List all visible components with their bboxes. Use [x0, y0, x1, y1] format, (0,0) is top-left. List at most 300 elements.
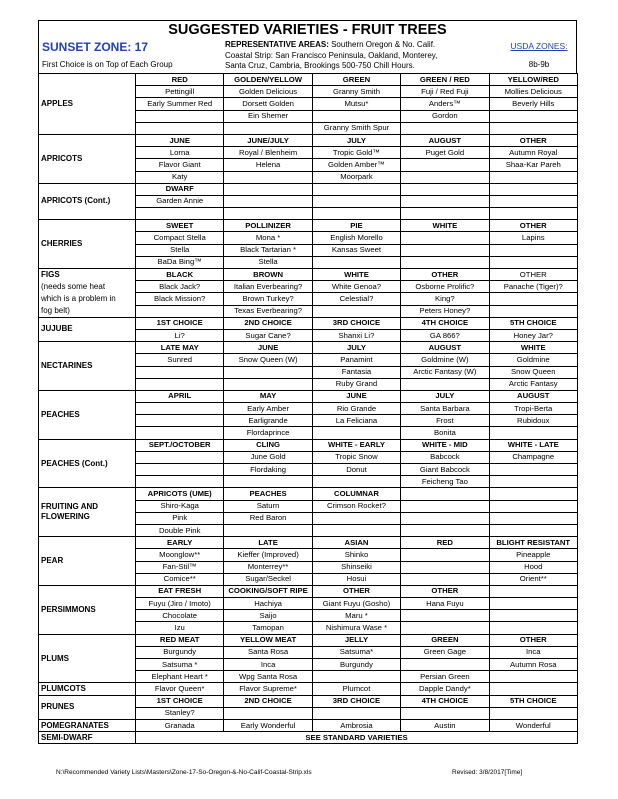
column-header: RED: [401, 537, 489, 549]
variety-cell: Dorsett Golden: [224, 98, 312, 110]
column-header: OTHER: [401, 585, 489, 597]
column-header: WHITE - LATE: [489, 439, 577, 451]
variety-cell: [401, 171, 489, 183]
variety-cell: Kieffer (Improved): [224, 549, 312, 561]
sheet-header: [38, 20, 577, 73]
areas-line1: Southern Oregon & No. Calif.: [328, 40, 436, 49]
group-label: PEAR: [39, 537, 136, 586]
variety-cell: Mona *: [224, 232, 312, 244]
variety-cell: [312, 476, 400, 488]
variety-cell: Inca: [224, 659, 312, 671]
variety-cell: Italian Everbearing?: [224, 281, 312, 293]
variety-cell: Snow Queen: [489, 366, 577, 378]
column-header: 3RD CHOICE: [312, 695, 400, 707]
variety-cell: [489, 110, 577, 122]
sheet-title: SUGGESTED VARIETIES - FRUIT TREES: [168, 22, 447, 38]
revised-date: Revised: 3/8/2017[Time]: [452, 769, 523, 776]
variety-cell: [401, 500, 489, 512]
variety-cell: Arctic Fantasy (W): [401, 366, 489, 378]
column-header: [401, 488, 489, 500]
column-header: WHITE - MID: [401, 439, 489, 451]
column-header: COOKING/SOFT RIPE: [224, 585, 312, 597]
variety-cell: Wpg Santa Rosa: [224, 671, 312, 683]
variety-cell: Katy: [136, 171, 224, 183]
group-label: APRICOTS (Cont.): [39, 183, 136, 220]
table-row: [39, 342, 578, 354]
variety-cell: [401, 122, 489, 134]
representative-areas: [225, 40, 505, 72]
table-row: [39, 293, 578, 305]
variety-cell: Sugar/Seckel: [224, 573, 312, 585]
column-header: GREEN: [401, 634, 489, 646]
variety-cell: Li?: [136, 329, 224, 341]
variety-cell: Autumn Rosa: [489, 659, 577, 671]
variety-cell: Shinseiki: [312, 561, 400, 573]
variety-cell: Giant Babcock: [401, 464, 489, 476]
variety-cell: Stanley?: [136, 707, 224, 719]
group-note: which is a problem in: [39, 293, 136, 305]
variety-cell: [489, 122, 577, 134]
variety-cell: [224, 122, 312, 134]
table-row: [39, 281, 578, 293]
variety-cell: Pettingill: [136, 86, 224, 98]
group-label: FIGS: [39, 269, 136, 281]
variety-cell: Pink: [136, 512, 224, 524]
variety-cell: June Gold: [224, 451, 312, 463]
column-header: JULY: [401, 390, 489, 402]
variety-cell: Tropi-Berta: [489, 403, 577, 415]
variety-cell: [489, 427, 577, 439]
table-row: [39, 537, 578, 549]
variety-cell: [489, 476, 577, 488]
variety-cell: Shinko: [312, 549, 400, 561]
column-header: SWEET: [136, 220, 224, 232]
variety-cell: Babcock: [401, 451, 489, 463]
areas-line3: Santa Cruz, Cambria, Brookings 500-750 Chill Hours.: [225, 61, 415, 70]
table-row: [39, 683, 578, 695]
variety-cell: Izu: [136, 622, 224, 634]
column-header: OTHER: [489, 634, 577, 646]
variety-cell: Celestial?: [312, 293, 400, 305]
variety-cell: Kansas Sweet: [312, 244, 400, 256]
table-row: [39, 634, 578, 646]
table-row: [39, 732, 578, 744]
variety-cell: Autumn Royal: [489, 147, 577, 159]
variety-cell: Osborne Prolific?: [401, 281, 489, 293]
variety-cell: Nishimura Wase *: [312, 622, 400, 634]
column-header: MAY: [224, 390, 312, 402]
variety-cell: Royal / Blenheim: [224, 147, 312, 159]
variety-cell: [312, 524, 400, 536]
variety-cell: Tamopan: [224, 622, 312, 634]
column-header: OTHER: [312, 585, 400, 597]
column-header: [489, 585, 577, 597]
group-label: CHERRIES: [39, 220, 136, 269]
variety-cell: [489, 293, 577, 305]
variety-cell: Elephant Heart *: [136, 671, 224, 683]
column-header: BLACK: [136, 269, 224, 281]
variety-cell: Fuyu (Jiro / Imoto): [136, 598, 224, 610]
table-row: [39, 439, 578, 451]
variety-cell: Golden Delicious: [224, 86, 312, 98]
variety-cell: [401, 659, 489, 671]
variety-cell: White Genoa?: [312, 281, 400, 293]
group-label-line2: FLOWERING: [41, 512, 90, 522]
table-row: [39, 390, 578, 402]
variety-cell: Donut: [312, 464, 400, 476]
variety-cell: Hana Fuyu: [401, 598, 489, 610]
variety-cell: Shiro-Kaga: [136, 500, 224, 512]
variety-cell: Rubidoux: [489, 415, 577, 427]
variety-cell: Texas Everbearing?: [224, 305, 312, 317]
table-row: [39, 695, 578, 707]
variety-cell: [489, 305, 577, 317]
column-header: WHITE: [401, 220, 489, 232]
areas-line2: Coastal Strip: San Francisco Peninsula, Oakland, Monterey,: [225, 50, 438, 60]
group-label: POMEGRANATES: [39, 719, 136, 731]
variety-cell: [401, 256, 489, 268]
variety-cell: Feicheng Tao: [401, 476, 489, 488]
variety-cell: Hachiya: [224, 598, 312, 610]
variety-cell: [136, 403, 224, 415]
variety-sheet: [38, 20, 577, 744]
variety-cell: Fan-Stil™: [136, 561, 224, 573]
variety-cell: Green Gage: [401, 646, 489, 658]
variety-cell: Black Jack?: [136, 281, 224, 293]
variety-cell: Tropic Snow: [312, 451, 400, 463]
group-label: PEACHES (Cont.): [39, 439, 136, 488]
variety-cell: [312, 110, 400, 122]
usda-zones-value: 8b-9b: [528, 60, 550, 69]
variety-cell: Black Mission?: [136, 293, 224, 305]
variety-cell: [489, 610, 577, 622]
first-choice-note: First Choice is on Top of Each Group: [42, 60, 173, 69]
file-path: N:\Recommended Variety Lists\Masters\Zone-17-So-Oregon-&-No-Calif-Coastal-Strip.xls: [56, 769, 312, 776]
variety-cell: Compact Stella: [136, 232, 224, 244]
column-header: 2ND CHOICE: [224, 695, 312, 707]
variety-cell: [401, 622, 489, 634]
column-header: JULY: [312, 134, 400, 146]
variety-cell: Earligrande: [224, 415, 312, 427]
group-label: SEMI-DWARF: [39, 732, 136, 744]
variety-cell: [136, 305, 224, 317]
variety-cell: [136, 427, 224, 439]
group-label: APRICOTS: [39, 134, 136, 183]
table-row: [39, 220, 578, 232]
variety-cell: [401, 512, 489, 524]
variety-cell: Lorna: [136, 147, 224, 159]
variety-cell: Bonita: [401, 427, 489, 439]
variety-cell: Granada: [136, 719, 224, 731]
variety-cell: Granny Smith: [312, 86, 400, 98]
column-header: CLING: [224, 439, 312, 451]
variety-cell: Austin: [401, 719, 489, 731]
column-header: JUNE: [224, 342, 312, 354]
variety-cell: Saturn: [224, 500, 312, 512]
column-header: JUNE: [136, 134, 224, 146]
variety-cell: [489, 622, 577, 634]
variety-cell: [401, 707, 489, 719]
variety-cell: Flavor Giant: [136, 159, 224, 171]
variety-cell: Honey Jar?: [489, 329, 577, 341]
variety-cell: [489, 208, 577, 220]
table-row: [39, 317, 578, 329]
variety-cell: Puget Gold: [401, 147, 489, 159]
column-header: WHITE: [489, 342, 577, 354]
group-label: PEACHES: [39, 390, 136, 439]
variety-cell: Saijo: [224, 610, 312, 622]
variety-cell: [401, 549, 489, 561]
column-header: BROWN: [224, 269, 312, 281]
variety-cell: Granny Smith Spur: [312, 122, 400, 134]
column-header: GREEN: [312, 74, 400, 86]
variety-cell: [489, 256, 577, 268]
column-header: LATE MAY: [136, 342, 224, 354]
variety-cell: Dapple Dandy*: [401, 683, 489, 695]
variety-cell: Frost: [401, 415, 489, 427]
column-header: RED: [136, 74, 224, 86]
variety-cell: [489, 244, 577, 256]
column-header: 2ND CHOICE: [224, 317, 312, 329]
column-header: APRICOTS (UME): [136, 488, 224, 500]
column-header: [489, 183, 577, 195]
column-header: YELLOW/RED: [489, 74, 577, 86]
variety-cell: [136, 476, 224, 488]
table-row: [39, 719, 578, 731]
variety-cell: Ein Shemer: [224, 110, 312, 122]
varieties-table: [38, 73, 578, 744]
variety-cell: [136, 122, 224, 134]
column-header: JULY: [312, 342, 400, 354]
variety-cell: Hosui: [312, 573, 400, 585]
usda-zones-label: USDA ZONES:: [510, 41, 568, 51]
variety-cell: Rio Grande: [312, 403, 400, 415]
variety-cell: Flordaprince: [224, 427, 312, 439]
variety-cell: [136, 378, 224, 390]
variety-cell: Shaa-Kar Pareh: [489, 159, 577, 171]
variety-cell: [224, 195, 312, 207]
variety-cell: Ruby Grand: [312, 378, 400, 390]
variety-cell: Double Pink: [136, 524, 224, 536]
variety-cell: [401, 195, 489, 207]
variety-cell: King?: [401, 293, 489, 305]
column-header: AUGUST: [489, 390, 577, 402]
variety-cell: Fuji / Red Fuji: [401, 86, 489, 98]
column-header: RED MEAT: [136, 634, 224, 646]
column-header: COLUMNAR: [312, 488, 400, 500]
variety-cell: [136, 451, 224, 463]
variety-cell: [224, 171, 312, 183]
column-header: 3RD CHOICE: [312, 317, 400, 329]
variety-cell: Goldmine: [489, 354, 577, 366]
column-header: ASIAN: [312, 537, 400, 549]
column-header: JUNE/JULY: [224, 134, 312, 146]
variety-cell: Stella: [136, 244, 224, 256]
variety-cell: Snow Queen (W): [224, 354, 312, 366]
group-label: PERSIMMONS: [39, 585, 136, 634]
variety-cell: [401, 244, 489, 256]
group-label: NECTARINES: [39, 342, 136, 391]
column-header: AUGUST: [401, 134, 489, 146]
variety-cell: Goldmine (W): [401, 354, 489, 366]
column-header: EAT FRESH: [136, 585, 224, 597]
variety-cell: [489, 500, 577, 512]
variety-cell: [401, 610, 489, 622]
column-header: 4TH CHOICE: [401, 317, 489, 329]
column-header: POLLINIZER: [224, 220, 312, 232]
variety-cell: [312, 427, 400, 439]
variety-cell: [312, 707, 400, 719]
variety-cell: [224, 208, 312, 220]
variety-cell: Flavor Supreme*: [224, 683, 312, 695]
column-header: [489, 488, 577, 500]
variety-cell: [489, 524, 577, 536]
variety-cell: Early Amber: [224, 403, 312, 415]
variety-cell: Black Tartarian *: [224, 244, 312, 256]
group-label: APPLES: [39, 74, 136, 135]
variety-cell: [224, 524, 312, 536]
variety-cell: GA 866?: [401, 329, 489, 341]
variety-cell: Ambrosia: [312, 719, 400, 731]
variety-cell: Orient**: [489, 573, 577, 585]
variety-cell: Satsuma *: [136, 659, 224, 671]
group-label: PLUMCOTS: [39, 683, 136, 695]
variety-cell: Early Wonderful: [224, 719, 312, 731]
column-header: WHITE: [312, 269, 400, 281]
group-label: PRUNES: [39, 695, 136, 719]
variety-cell: Early Summer Red: [136, 98, 224, 110]
column-header: [401, 183, 489, 195]
table-row: [39, 305, 578, 317]
variety-cell: [489, 512, 577, 524]
column-header: JUNE: [312, 390, 400, 402]
variety-cell: BaDa Bing™: [136, 256, 224, 268]
variety-cell: [489, 671, 577, 683]
variety-cell: Anders™: [401, 98, 489, 110]
variety-cell: Hood: [489, 561, 577, 573]
variety-cell: [136, 415, 224, 427]
variety-cell: [489, 707, 577, 719]
variety-cell: Brown Turkey?: [224, 293, 312, 305]
variety-cell: Burgundy: [136, 646, 224, 658]
column-header: BLIGHT RESISTANT: [489, 537, 577, 549]
column-header: APRIL: [136, 390, 224, 402]
group-label: [39, 488, 136, 537]
variety-cell: Mutsu*: [312, 98, 400, 110]
variety-cell: English Morello: [312, 232, 400, 244]
group-label-line1: FRUITING AND: [41, 502, 99, 512]
column-header: JELLY: [312, 634, 400, 646]
variety-cell: Arctic Fantasy: [489, 378, 577, 390]
variety-cell: Golden Amber™: [312, 159, 400, 171]
variety-cell: Red Baron: [224, 512, 312, 524]
variety-cell: [489, 683, 577, 695]
variety-cell: [136, 366, 224, 378]
column-header: [312, 183, 400, 195]
variety-cell: Mollies Delicious: [489, 86, 577, 98]
variety-cell: [401, 524, 489, 536]
table-row: [39, 269, 578, 281]
variety-cell: Santa Barbara: [401, 403, 489, 415]
variety-cell: Sunred: [136, 354, 224, 366]
variety-cell: Gordon: [401, 110, 489, 122]
column-header: OTHER: [489, 269, 577, 281]
variety-cell: Burgundy: [312, 659, 400, 671]
table-row: [39, 134, 578, 146]
variety-cell: Monterrey**: [224, 561, 312, 573]
variety-cell: Tropic Gold™: [312, 147, 400, 159]
column-header: WHITE - EARLY: [312, 439, 400, 451]
variety-cell: Moonglow**: [136, 549, 224, 561]
column-header: [224, 183, 312, 195]
variety-cell: [312, 671, 400, 683]
variety-cell: Santa Rosa: [224, 646, 312, 658]
variety-cell: [401, 378, 489, 390]
variety-cell: [401, 208, 489, 220]
variety-cell: [489, 598, 577, 610]
column-header: DWARF: [136, 183, 224, 195]
variety-cell: Panache (Tiger)?: [489, 281, 577, 293]
column-header: EARLY: [136, 537, 224, 549]
variety-cell: [224, 476, 312, 488]
group-label: JUJUBE: [39, 317, 136, 341]
column-header: OTHER: [489, 134, 577, 146]
variety-cell: [136, 110, 224, 122]
variety-cell: Helena: [224, 159, 312, 171]
variety-cell: Flordaking: [224, 464, 312, 476]
variety-cell: Wonderful: [489, 719, 577, 731]
variety-cell: [224, 366, 312, 378]
variety-cell: [489, 171, 577, 183]
column-header: 4TH CHOICE: [401, 695, 489, 707]
variety-cell: Lapins: [489, 232, 577, 244]
variety-cell: [224, 378, 312, 390]
column-header: OTHER: [401, 269, 489, 281]
variety-cell: Plumcot: [312, 683, 400, 695]
column-header: 1ST CHOICE: [136, 695, 224, 707]
span-note: SEE STANDARD VARIETIES: [136, 732, 578, 744]
variety-cell: Satsuma*: [312, 646, 400, 658]
variety-cell: Persian Green: [401, 671, 489, 683]
variety-cell: Champagne: [489, 451, 577, 463]
variety-cell: Peters Honey?: [401, 305, 489, 317]
table-row: [39, 488, 578, 500]
variety-cell: Chocolate: [136, 610, 224, 622]
column-header: 5TH CHOICE: [489, 695, 577, 707]
variety-cell: [401, 232, 489, 244]
column-header: 5TH CHOICE: [489, 317, 577, 329]
variety-cell: Stella: [224, 256, 312, 268]
variety-cell: Shanxi Li?: [312, 329, 400, 341]
sunset-zone: SUNSET ZONE: 17: [42, 40, 149, 54]
variety-cell: [136, 208, 224, 220]
variety-cell: [312, 208, 400, 220]
variety-cell: [401, 573, 489, 585]
group-note: fog belt): [39, 305, 136, 317]
variety-cell: Fantasia: [312, 366, 400, 378]
table-row: [39, 74, 578, 86]
column-header: PIE: [312, 220, 400, 232]
variety-cell: Garden Annie: [136, 195, 224, 207]
variety-cell: Maru *: [312, 610, 400, 622]
group-label: PLUMS: [39, 634, 136, 683]
column-header: 1ST CHOICE: [136, 317, 224, 329]
variety-cell: [312, 305, 400, 317]
variety-cell: Inca: [489, 646, 577, 658]
variety-cell: [401, 159, 489, 171]
areas-label: REPRESENTATIVE AREAS:: [225, 40, 329, 49]
column-header: PEACHES: [224, 488, 312, 500]
